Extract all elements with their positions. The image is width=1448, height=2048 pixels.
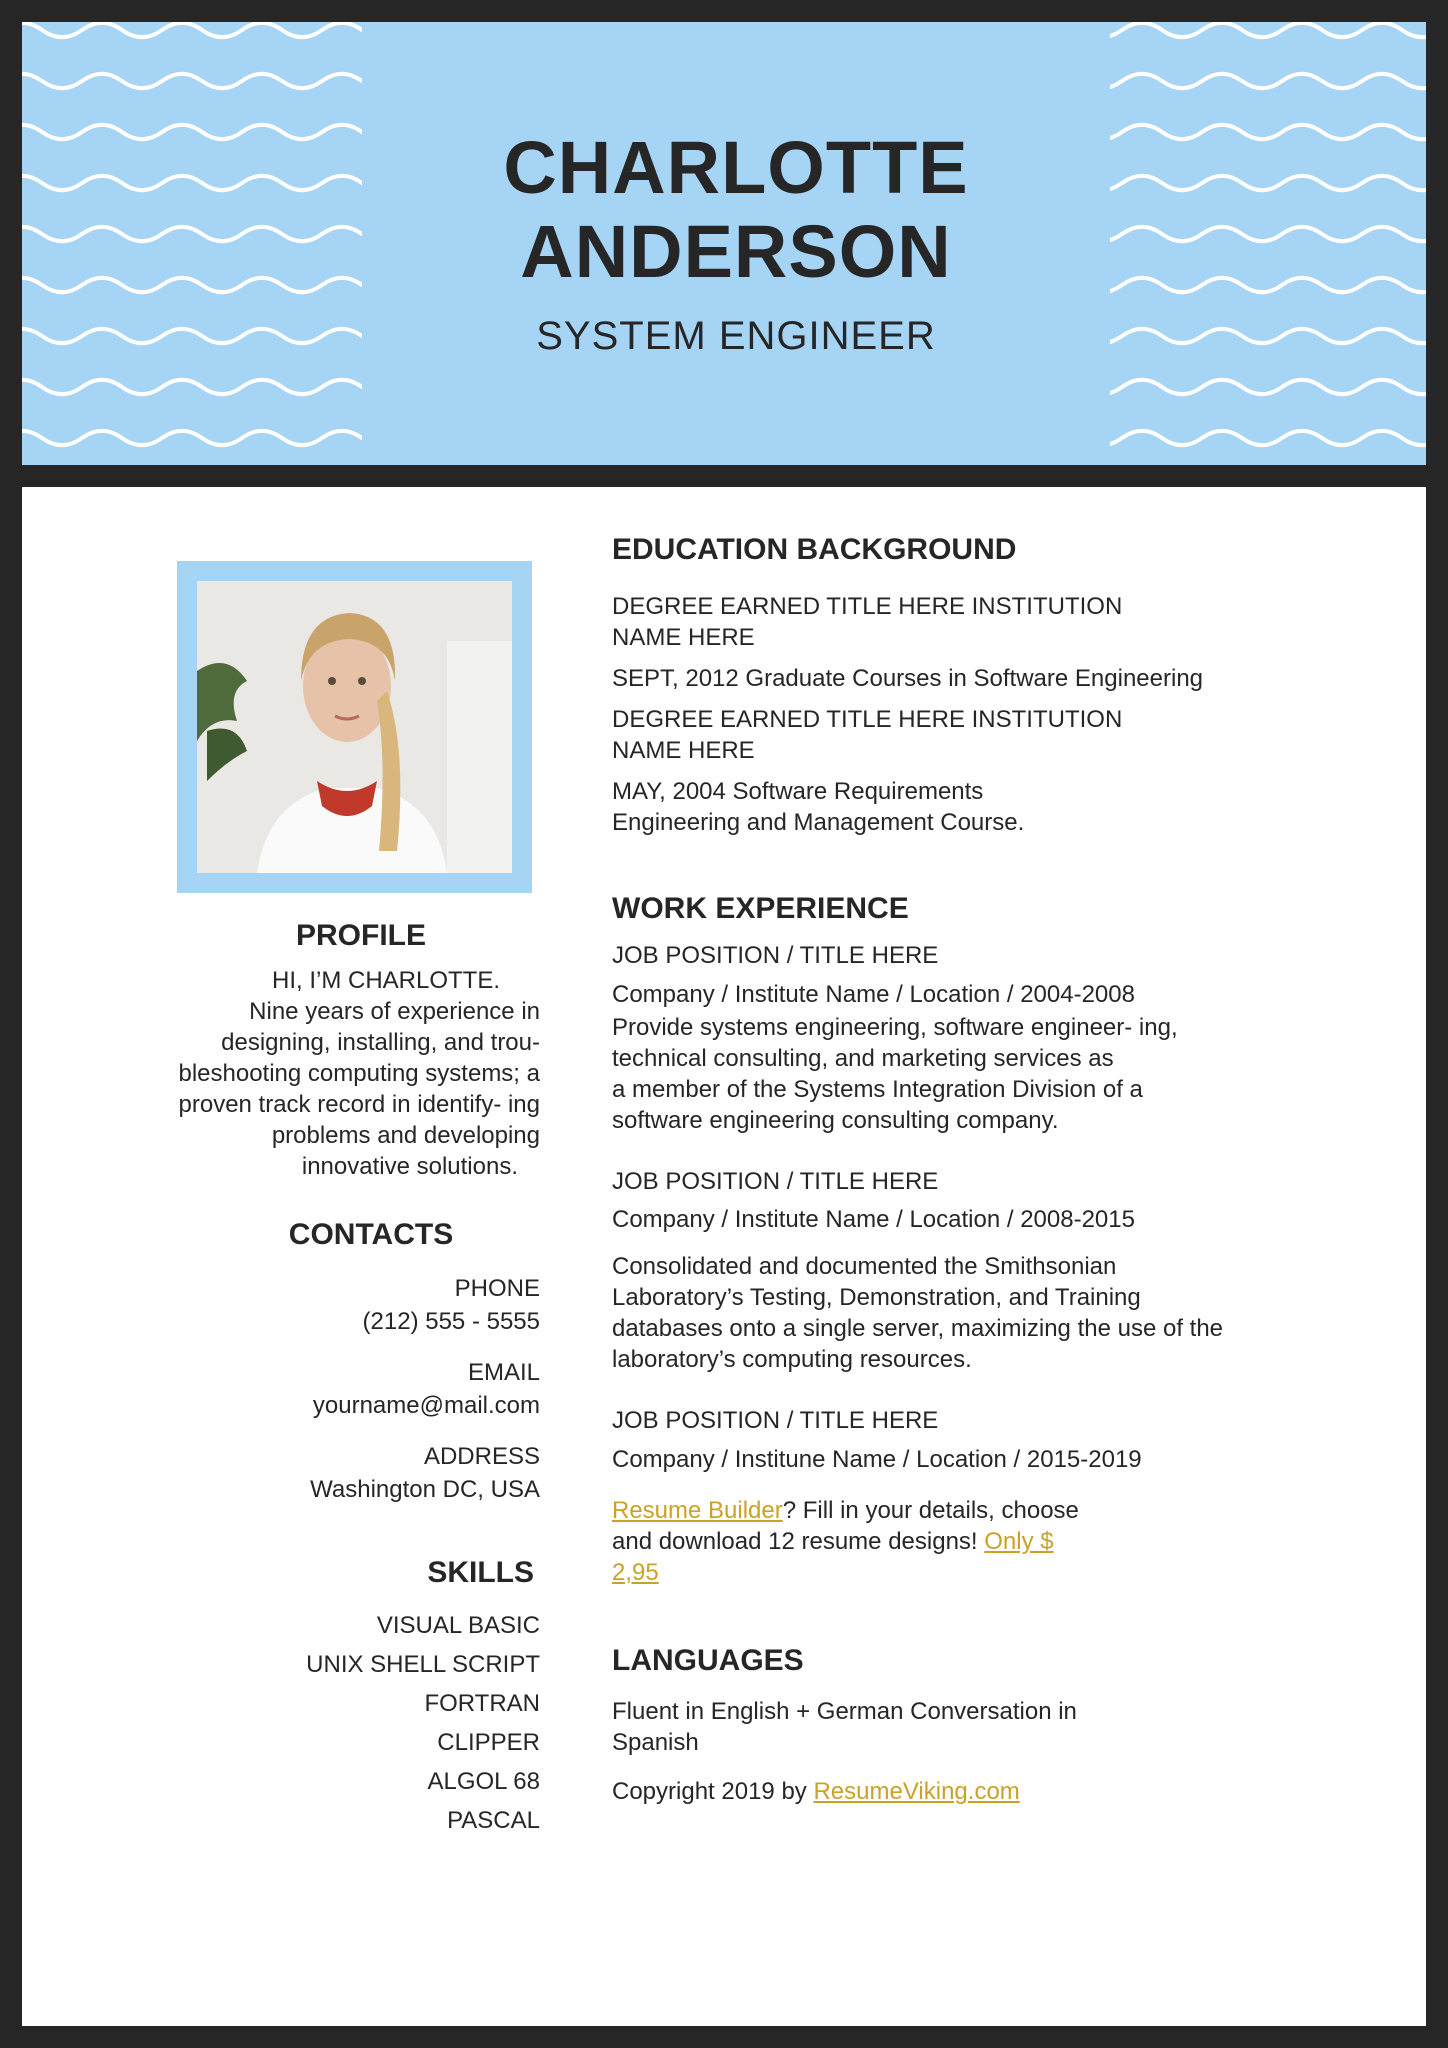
first-name: CHARLOTTE: [503, 126, 969, 209]
job-position: JOB POSITION / TITLE HERE: [612, 942, 939, 969]
job-desc-line: Laboratory’s Testing, Demonstration, and Training: [612, 1284, 1141, 1311]
contact-email: [122, 1356, 540, 1422]
resume-builder-promo: [612, 1495, 1342, 1588]
work-heading: WORK EXPERIENCE: [612, 892, 909, 925]
contacts-heading: CONTACTS: [288, 1218, 454, 1251]
address-label: ADDRESS: [423, 1443, 540, 1470]
job-position: JOB POSITION / TITLE HERE: [612, 1407, 939, 1434]
profile-section: [122, 917, 540, 1182]
promo-text: ? Fill in your details, choose: [782, 1497, 1079, 1524]
job-company: Company / Institute Name / Location / 2004-2008: [612, 981, 1135, 1008]
education-heading: EDUCATION BACKGROUND: [612, 533, 1017, 566]
skills-heading: SKILLS: [427, 1556, 534, 1589]
resume-builder-link[interactable]: Resume Builder: [612, 1497, 783, 1524]
left-column: [122, 917, 540, 1840]
job-title: SYSTEM ENGINEER: [536, 314, 936, 358]
education-line: NAME HERE: [612, 624, 755, 651]
profile-heading: PROFILE: [295, 919, 426, 952]
skill-item: VISUAL BASIC: [376, 1612, 540, 1639]
languages-line: Spanish: [612, 1729, 699, 1756]
skills-section: [122, 1554, 540, 1840]
education-line: MAY, 2004 Software Requirements: [612, 778, 984, 805]
profile-photo: [197, 581, 512, 873]
skill-item: ALGOL 68: [427, 1768, 540, 1795]
profile-text: [122, 965, 540, 1182]
header-banner: [22, 22, 1426, 465]
job-desc-line: a member of the Systems Integration Division of a: [612, 1076, 1143, 1103]
languages-heading: LANGUAGES: [612, 1644, 804, 1677]
education-section: [612, 531, 1342, 838]
profile-line: designing, installing, and trou-: [221, 1029, 540, 1056]
promo-text: and download 12 resume designs!: [612, 1528, 985, 1555]
email-label: EMAIL: [467, 1359, 540, 1386]
job-description: [612, 1012, 1342, 1136]
education-item: [612, 663, 1342, 694]
education-line: Engineering and Management Course.: [612, 809, 1025, 836]
phone-value: (212) 555 - 5555: [362, 1308, 540, 1335]
copyright-text: Copyright 2019 by: [612, 1778, 814, 1805]
contact-address: [122, 1440, 540, 1506]
job-entry: [612, 1166, 1342, 1375]
education-item: [612, 776, 1342, 838]
email-value: yourname@mail.com: [312, 1392, 540, 1419]
photo-frame: [177, 561, 532, 893]
education-line: DEGREE EARNED TITLE HERE INSTITUTION: [612, 593, 1123, 620]
job-desc-line: software engineering consulting company.: [612, 1107, 1059, 1134]
profile-line: HI, I’M CHARLOTTE.: [271, 967, 500, 994]
contact-phone: [122, 1272, 540, 1338]
job-desc-line: Consolidated and documented the Smithsonian: [612, 1253, 1117, 1280]
name-block: [362, 22, 1110, 465]
skill-item: FORTRAN: [424, 1690, 540, 1717]
education-line: SEPT, 2012 Graduate Courses in Software Engineering: [612, 665, 1204, 692]
languages-line: Fluent in English + German Conversation in: [612, 1698, 1077, 1725]
profile-line: bleshooting computing systems; a: [178, 1060, 540, 1087]
education-line: DEGREE EARNED TITLE HERE INSTITUTION: [612, 706, 1123, 733]
skill-item: PASCAL: [447, 1807, 540, 1834]
languages-section: [612, 1642, 1342, 1758]
job-company: Company / Institute Name / Location / 2008-2015: [612, 1206, 1135, 1233]
skill-item: CLIPPER: [437, 1729, 540, 1756]
education-item: [612, 591, 1342, 653]
job-company: Company / Institune Name / Location / 2015-2019: [612, 1446, 1142, 1473]
work-section: [612, 890, 1342, 1588]
profile-line: proven track record in identify- ing: [178, 1091, 540, 1118]
right-column: [612, 531, 1342, 1807]
job-entry: [612, 940, 1342, 1136]
last-name: ANDERSON: [520, 210, 952, 293]
price-link[interactable]: Only $: [984, 1528, 1054, 1555]
address-value: Washington DC, USA: [310, 1476, 540, 1503]
education-line: NAME HERE: [612, 737, 755, 764]
profile-line: innovative solutions.: [301, 1153, 518, 1180]
languages-text: [612, 1696, 1342, 1758]
job-desc-line: technical consulting, and marketing services as: [612, 1045, 1114, 1072]
job-desc-line: laboratory’s computing resources.: [612, 1346, 972, 1373]
job-desc-line: Provide systems engineering, software engineer- ing,: [612, 1014, 1178, 1041]
profile-line: Nine years of experience in: [249, 998, 540, 1025]
header-divider: [22, 465, 1426, 487]
contacts-section: [122, 1216, 540, 1506]
phone-label: PHONE: [454, 1275, 540, 1302]
skill-item: UNIX SHELL SCRIPT: [306, 1651, 540, 1678]
job-description: [612, 1251, 1342, 1375]
price-link[interactable]: 2,95: [612, 1559, 659, 1586]
job-entry: [612, 1405, 1342, 1475]
copyright: [612, 1776, 1342, 1807]
profile-line: problems and developing: [271, 1122, 540, 1149]
resumeviking-link[interactable]: ResumeViking.com: [813, 1778, 1020, 1805]
skill-list: [122, 1606, 540, 1840]
job-position: JOB POSITION / TITLE HERE: [612, 1168, 939, 1195]
resume-body: [22, 487, 1426, 2026]
job-desc-line: databases onto a single server, maximizing the use of the: [612, 1315, 1224, 1342]
education-item: [612, 704, 1342, 766]
